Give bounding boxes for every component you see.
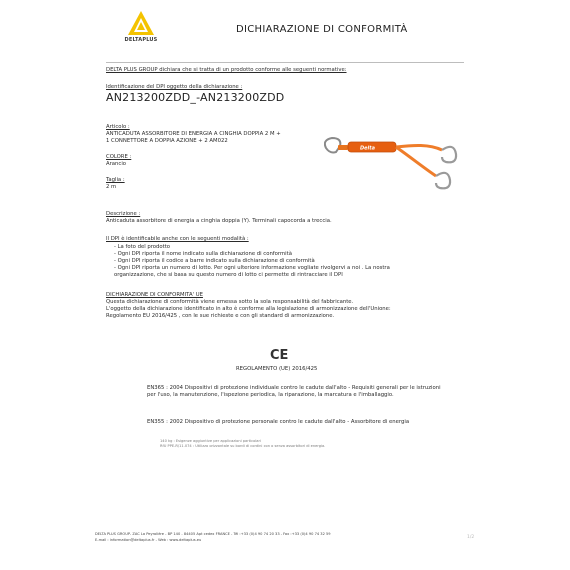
ue-line: L'oggetto della dichiarazione identificato in alto è conforme alla legislazione di armonizzazione dell'Unione: [106, 306, 391, 312]
page-number: 1/2 [467, 535, 475, 540]
article-line-2: 1 CONNETTORE A DOPPIA AZIONE + 2 AM022 [106, 138, 228, 144]
standard-note: 140 kg : Esigenze aggiuntive per applicazioni particolari [160, 439, 261, 443]
dpi-id-value: AN213200ZDD_-AN213200ZDD [106, 91, 285, 104]
identify-item: - La foto del prodotto [114, 244, 171, 250]
standard-en355: EN355 : 2002 Dispositivo di protezione personale contro le cadute dall'alto - Assorbitore di energia [147, 419, 410, 425]
size-label: Taglia : [106, 177, 125, 183]
identify-item: organizzazione, che si basa su questo numero di lotto ci permette di rintracciare il DPI [114, 272, 343, 278]
footer-address: DELTA PLUS GROUP- ZAC La Peyrolière - BP 140 - 84405 Apt cedex FRANCE - Tél :+33 (0)4 90 74 20 33 - Fax :+33 (0)4 90 74 32 59 [95, 532, 331, 536]
article-line-1: ANTICADUTA ASSORBITORE DI ENERGIA A CINGHIA DOPPIA 2 M + [106, 131, 281, 137]
product-photo [324, 136, 460, 191]
ue-line: Questa dichiarazione di conformità viene emessa sotto la sola responsabilità del fabbricante. [106, 299, 354, 305]
header-divider [106, 62, 464, 63]
regulation-title: REGOLAMENTO (UE) 2016/425 [236, 366, 318, 372]
intro-text: DELTA PLUS GROUP dichiara che si tratta di un prodotto conforme alle seguenti normative: [106, 67, 347, 73]
standard-note: RfU PPE-R/11.074 : Utilizzo orizzontale su bordi di cordini con o senza assorbitori di energia. [160, 444, 326, 448]
logo-text: DELTAPLUS [124, 37, 158, 43]
deltaplus-logo [117, 10, 165, 43]
identify-title: Il DPI è identificabile anche con le seguenti modalità : [106, 236, 249, 242]
dpi-id-label: Identificazione del DPI oggetto della dichiarazione : [106, 84, 243, 90]
footer [95, 532, 331, 543]
size-value: 2 m [106, 184, 117, 190]
svg-text:Delta: Delta [360, 145, 376, 152]
standard-en365: EN365 : 2004 Dispositivi di protezione individuale contro le cadute dall'alto - Requisiti generali per le istruzioni per l'uso, la manutenzione, l'ispezione periodica, la riparazione, la marcatura e l'imballaggio. [147, 385, 441, 398]
description-label: Descrizione : [106, 211, 141, 217]
color-label: COLORE : [106, 154, 132, 160]
description-value: Anticaduta assorbitore di energia a cinghia doppia (Y). Terminali capocorda a treccia. [106, 218, 332, 224]
identify-item: - Ogni DPI riporta il nome indicato sulla dichiarazione di conformità [114, 251, 292, 257]
document-title: DICHIARAZIONE DI CONFORMITÀ [236, 24, 408, 35]
delta-triangle-icon [126, 10, 156, 36]
article-label: Articolo : [106, 124, 130, 130]
ce-mark: CE [270, 348, 289, 363]
color-value: Arancio [106, 161, 127, 167]
ue-line: Regolamento EU 2016/425 , con le sue richieste e con gli standard di armonizzazione. [106, 313, 335, 319]
ue-title: DICHIARAZIONE DI CONFORMITA' UE [106, 292, 203, 298]
identify-item: - Ogni DPI riporta un numero di lotto. Per ogni ulteriore informazione vogliate rivolgervi a noi . La nostra [114, 265, 390, 271]
identify-item: - Ogni DPI riporta il codice a barre indicato sulla dichiarazione di conformità [114, 258, 315, 264]
footer-contact: E-mail : information@deltaplus.fr - Web : www.deltaplus.eu [95, 537, 202, 542]
